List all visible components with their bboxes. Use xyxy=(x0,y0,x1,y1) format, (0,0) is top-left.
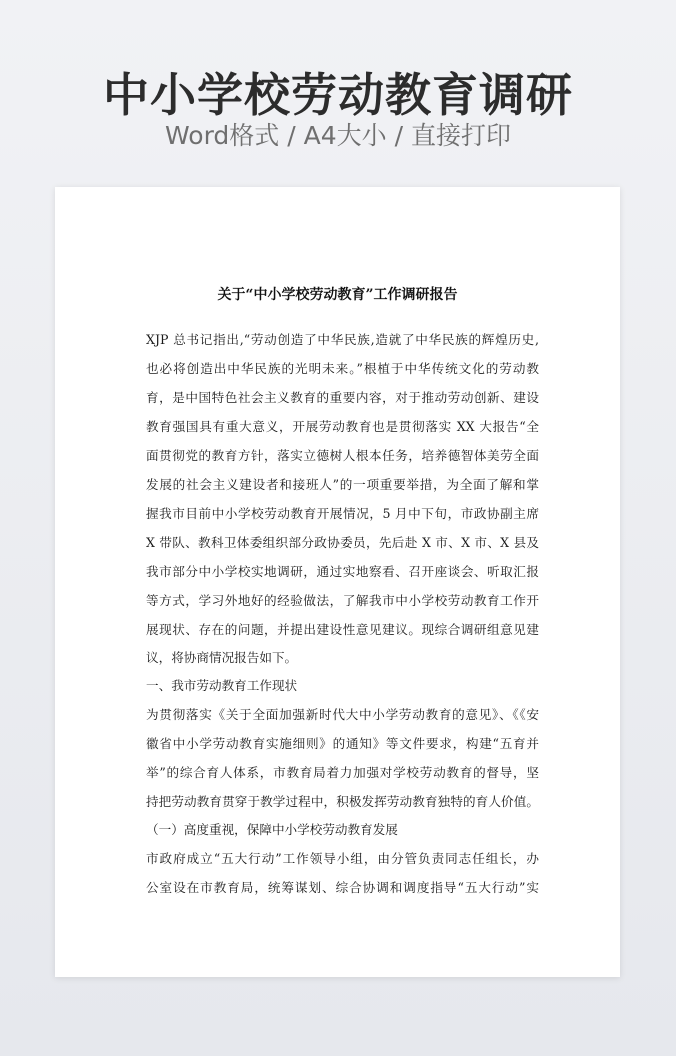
document-title: 关于“中小学校劳动教育”工作调研报告 xyxy=(217,287,458,303)
section-heading: 一、我市劳动教育工作现状 xyxy=(146,678,298,693)
text-line: 公室设在市教育局，统筹谋划、综合协调和调度指导“五大行动”实 xyxy=(146,880,539,895)
subsection-heading: （一）高度重视，保障中小学校劳动教育发展 xyxy=(146,822,398,837)
text-line: 议，将协商情况报告如下。 xyxy=(146,650,298,665)
text-line: 育，是中国特色社会主义教育的重要内容，对于推动劳动创新、建设 xyxy=(146,390,539,405)
page-subtitle: Word格式 / A4大小 / 直接打印 xyxy=(165,121,511,150)
text-line: X 带队、教科卫体委组织部分政协委员，先后赴 X 市、X 市、X 县及 xyxy=(146,535,539,550)
text-line: 握我市目前中小学校劳动教育开展情况，5 月中下旬，市政协副主席 xyxy=(146,506,539,521)
text-line: 为贯彻落实《关于全面加强新时代大中小学劳动教育的意见》、《《安 xyxy=(146,707,539,722)
text-line: XJP 总书记指出,“劳动创造了中华民族,造就了中华民族的辉煌历史, xyxy=(146,332,539,347)
text-line: 等方式，学习外地好的经验做法，了解我市中小学校劳动教育工作开 xyxy=(146,593,539,608)
text-line: 面贯彻党的教育方针，落实立德树人根本任务，培养德智体美劳全面 xyxy=(146,448,539,463)
header-banner xyxy=(0,0,676,180)
text-line: 我市部分中小学校实地调研，通过实地察看、召开座谈会、听取汇报 xyxy=(146,564,539,579)
text-line: 也必将创造出中华民族的光明未来。”根植于中华传统文化的劳动教 xyxy=(146,361,539,376)
text-line: 教育强国具有重大意义，开展劳动教育也是贯彻落实 XX 大报告“全 xyxy=(146,419,539,434)
document-page xyxy=(55,187,620,977)
text-line: 举”的综合育人体系，市教育局着力加强对学校劳动教育的督导，坚 xyxy=(146,765,539,780)
text-line: 持把劳动教育贯穿于教学过程中，积极发挥劳动教育独特的育人价值。 xyxy=(146,794,539,809)
text-line: 发展的社会主义建设者和接班人”的一项重要举措，为全面了解和掌 xyxy=(146,477,539,492)
text-line: 徽省中小学劳动教育实施细则》的通知》等文件要求，构建“五育并 xyxy=(146,736,539,751)
text-line: 市政府成立“五大行动”工作领导小组，由分管负责同志任组长，办 xyxy=(146,851,539,866)
page-title: 中小学校劳动教育调研 xyxy=(103,68,573,122)
text-line: 展现状、存在的问题，并提出建设性意见建议。现综合调研组意见建 xyxy=(146,622,539,637)
